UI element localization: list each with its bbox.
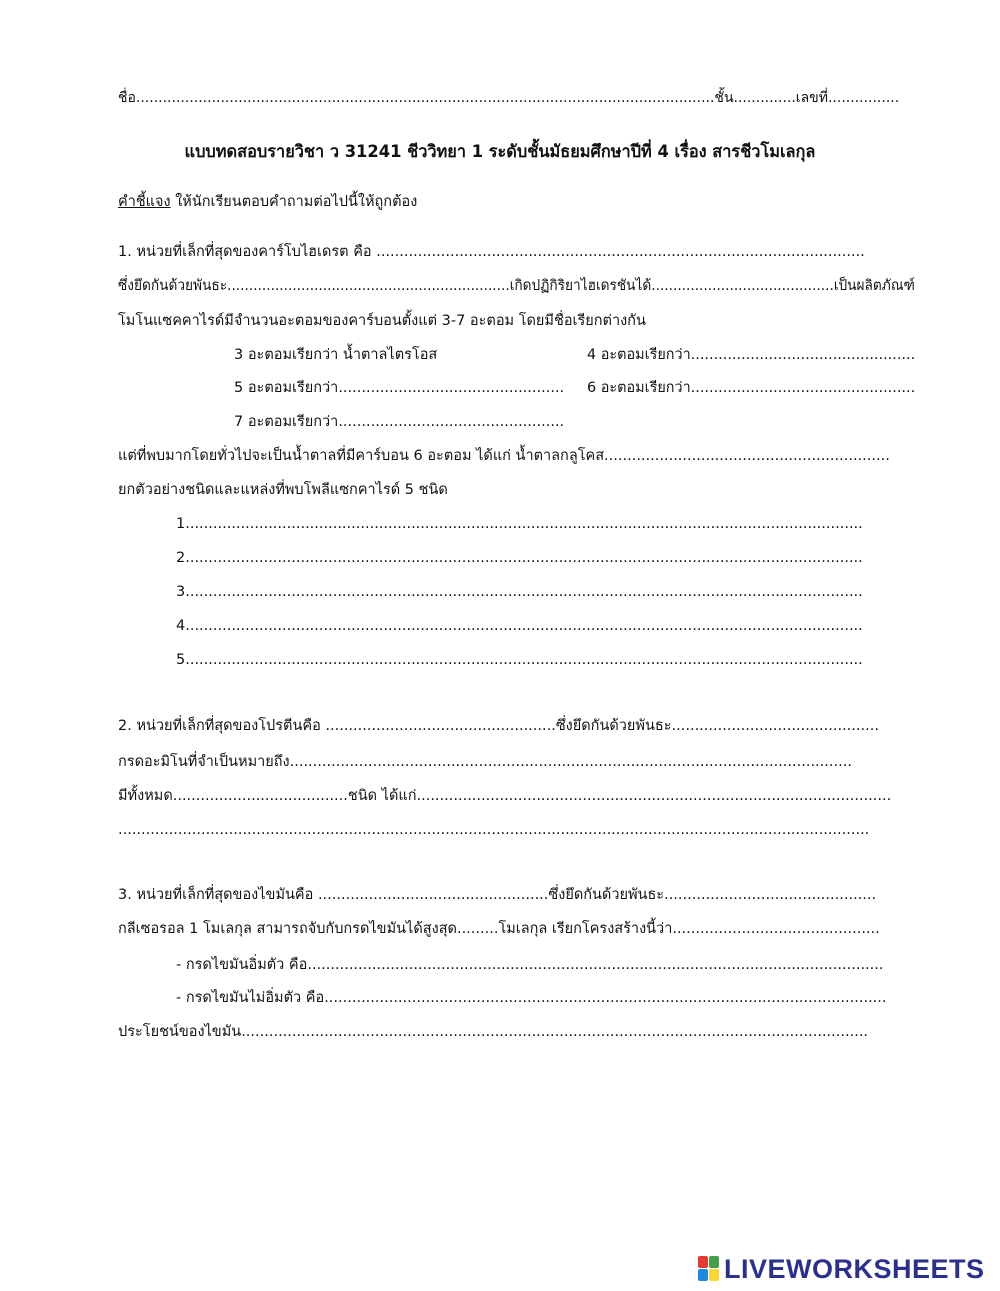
q1-line-5: ยกตัวอย่างชนิดและแหล่งที่พบโพลีแซกคาไรด์ 5 ชนิด <box>118 482 448 498</box>
q3-line-5: ประโยชน์ของไขมัน........................................................................................................................................ <box>118 1024 869 1040</box>
page-title: แบบทดสอบรายวิชา ว 31241 ชีววิทยา 1 ระดับชั้นมัธยมศึกษาปีที่ 4 เรื่อง สารชีวโมเลกุล <box>184 142 816 162</box>
q3-line-4: - กรดไขมันไม่อิ่มตัว คือ.......................................................................................................................... <box>176 990 887 1006</box>
q1-answer-2: 2................................................................................................................................................... <box>176 550 863 566</box>
q1-answer-3: 3................................................................................................................................................... <box>176 584 863 600</box>
q1-atom-7: 7 อะตอมเรียกว่า................................................. <box>234 414 565 430</box>
q1-line-2: ซึ่งยึดกันด้วยพันธะ.................................................................เกิดปฏิกิริยาไฮเดรชันได้..........................................เป็นผลิตภัณฑ์ <box>118 278 915 294</box>
instruction-label: คำชี้แจง <box>118 194 171 210</box>
q3-line-3: - กรดไขมันอิ่มตัว คือ............................................................................................................................. <box>176 957 884 973</box>
q1-answer-1: 1................................................................................................................................................... <box>176 516 863 532</box>
q2-line-1: 2. หน่วยที่เล็กที่สุดของโปรตีนคือ ..................................................ซึ่งยึดกันด้วยพันธะ............................................. <box>118 718 879 734</box>
liveworksheets-logo <box>698 1254 985 1284</box>
q1-answer-4: 4................................................................................................................................................... <box>176 618 863 634</box>
name-class-number-line: ชื่อ..................................................................................................................................ชั้น..............เลขที่................ <box>118 90 900 106</box>
q1-atom-5: 5 อะตอมเรียกว่า................................................. <box>234 380 565 396</box>
q1-atom-3: 3 อะตอมเรียกว่า น้ำตาลไตรโอส <box>234 347 438 363</box>
q1-line-1: 1. หน่วยที่เล็กที่สุดของคาร์โบไฮเดรต คือ .......................................................................................................... <box>118 244 865 260</box>
instruction-text: ให้นักเรียนตอบคำถามต่อไปนี้ให้ถูกต้อง <box>170 194 418 210</box>
q1-answer-5: 5................................................................................................................................................... <box>176 652 863 668</box>
q2-line-4: ................................................................................................................................................................... <box>118 822 870 838</box>
q2-line-3: มีทั้งหมด......................................ชนิด ได้แก่....................................................................................................... <box>118 788 892 804</box>
q1-atom-4: 4 อะตอมเรียกว่า................................................. <box>587 347 916 363</box>
liveworksheets-logo-icon <box>698 1256 720 1282</box>
instruction <box>118 192 417 212</box>
q1-line-4: แต่ที่พบมากโดยทั่วไปจะเป็นน้ำตาลที่มีคาร์บอน 6 อะตอม ได้แก่ น้ำตาลกลูโคส.............................................................. <box>118 448 890 464</box>
q2-line-2: กรดอะมิโนที่จำเป็นหมายถึง.......................................................................................................................... <box>118 754 852 770</box>
q3-line-1: 3. หน่วยที่เล็กที่สุดของไขมันคือ ..................................................ซึ่งยึดกันด้วยพันธะ.............................................. <box>118 887 877 903</box>
q1-line-3: โมโนแซคคาไรด์มีจำนวนอะตอมของคาร์บอนตั้งแต่ 3-7 อะตอม โดยมีชื่อเรียกต่างกัน <box>118 313 646 329</box>
q3-line-2: กลีเซอรอล 1 โมเลกุล สามารถจับกับกรดไขมันได้สูงสุด.........โมเลกุล เรียกโครงสร้างนี้ว่า............................................. <box>118 921 880 937</box>
q1-atom-6: 6 อะตอมเรียกว่า................................................. <box>587 380 916 396</box>
liveworksheets-logo-text: LIVEWORKSHEETS <box>724 1254 985 1284</box>
